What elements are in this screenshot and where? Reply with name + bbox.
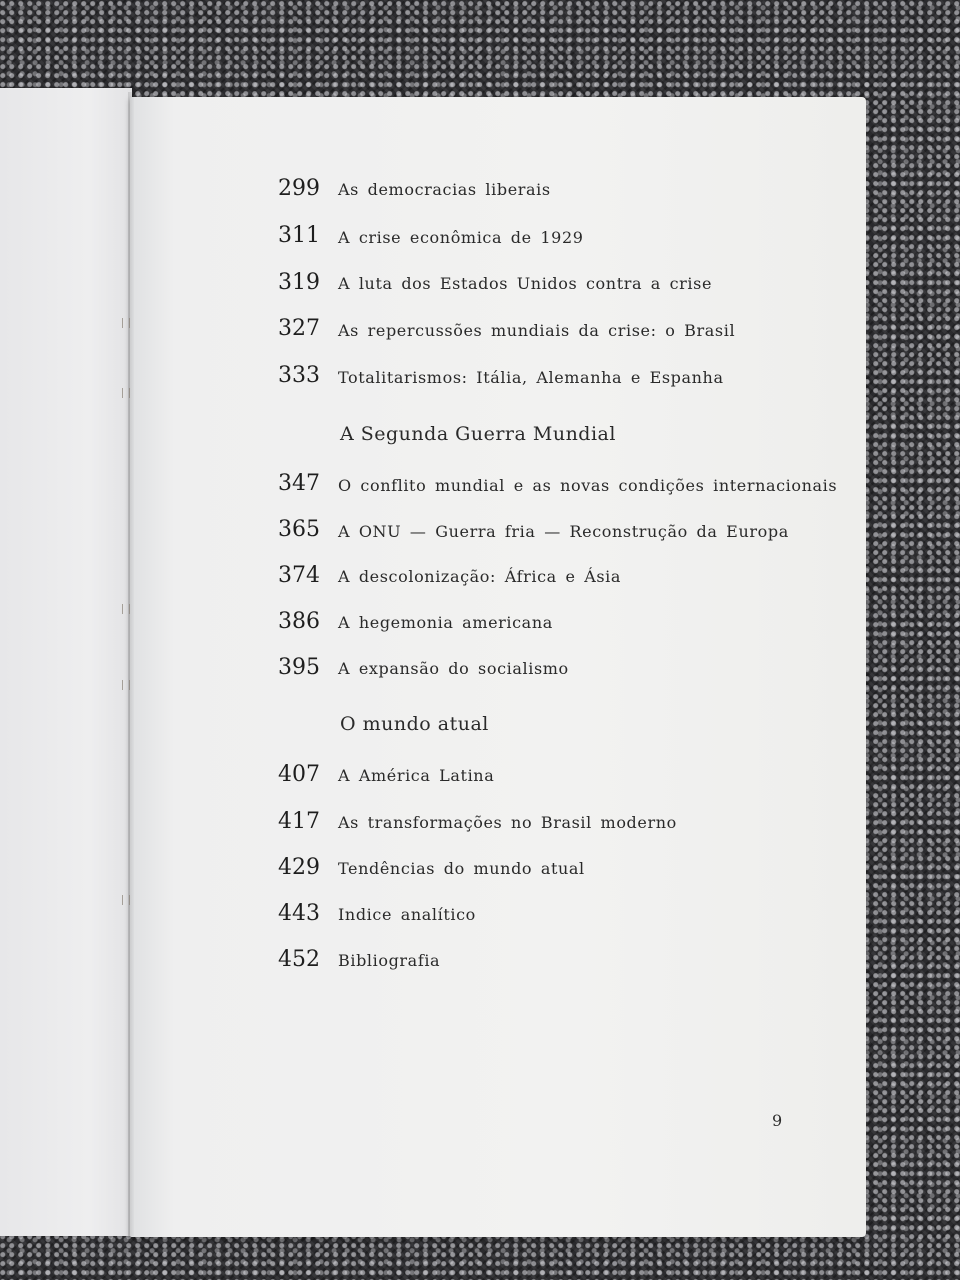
toc-entry-title: A descolonização: África e Ásia — [338, 567, 622, 586]
toc-entry-title: As transformações no Brasil moderno — [338, 813, 677, 832]
toc-entry-title: O conflito mundial e as novas condições internacionais — [338, 476, 838, 495]
toc-entry-title: A ONU — Guerra fria — Reconstrução da Europa — [338, 522, 789, 541]
toc-entry-title: As repercussões mundiais da crise: o Brasil — [338, 321, 736, 340]
toc-page-number: 443 — [278, 901, 320, 926]
toc-entry-title: A luta dos Estados Unidos contra a crise — [338, 274, 713, 293]
section-heading: A Segunda Guerra Mundial — [340, 423, 616, 445]
toc-page-number: 327 — [278, 316, 320, 341]
toc-page-number: 347 — [278, 471, 320, 496]
toc-entry-title: Totalitarismos: Itália, Alemanha e Espanha — [338, 368, 724, 387]
toc-entry-title: A crise econômica de 1929 — [338, 228, 584, 247]
toc-page-number: 319 — [278, 270, 320, 295]
toc-page-number: 452 — [278, 947, 320, 972]
toc-page-number: 333 — [278, 363, 320, 388]
section-heading: O mundo atual — [340, 713, 489, 735]
toc-page-number: 365 — [278, 517, 320, 542]
toc-page-number: 417 — [278, 809, 320, 834]
toc-page-number: 299 — [278, 176, 320, 201]
toc-entry-title: Tendências do mundo atual — [338, 859, 585, 878]
toc-page-number: 386 — [278, 609, 320, 634]
toc-page-number: 395 — [278, 655, 320, 680]
toc-entry-title: A expansão do socialismo — [338, 659, 569, 678]
toc-entry-title: As democracias liberais — [338, 180, 551, 199]
toc-entry-title: A hegemonia americana — [338, 613, 553, 632]
toc-page-number: 407 — [278, 762, 320, 787]
toc-page-number: 374 — [278, 563, 320, 588]
toc-page-number: 311 — [278, 223, 320, 248]
toc-entry-title: Bibliografia — [338, 951, 441, 970]
toc-entry-title: A América Latina — [338, 766, 495, 785]
page-number: 9 — [772, 1111, 783, 1130]
toc-page-number: 429 — [278, 855, 320, 880]
toc-entry-title: Indice analítico — [338, 905, 476, 924]
